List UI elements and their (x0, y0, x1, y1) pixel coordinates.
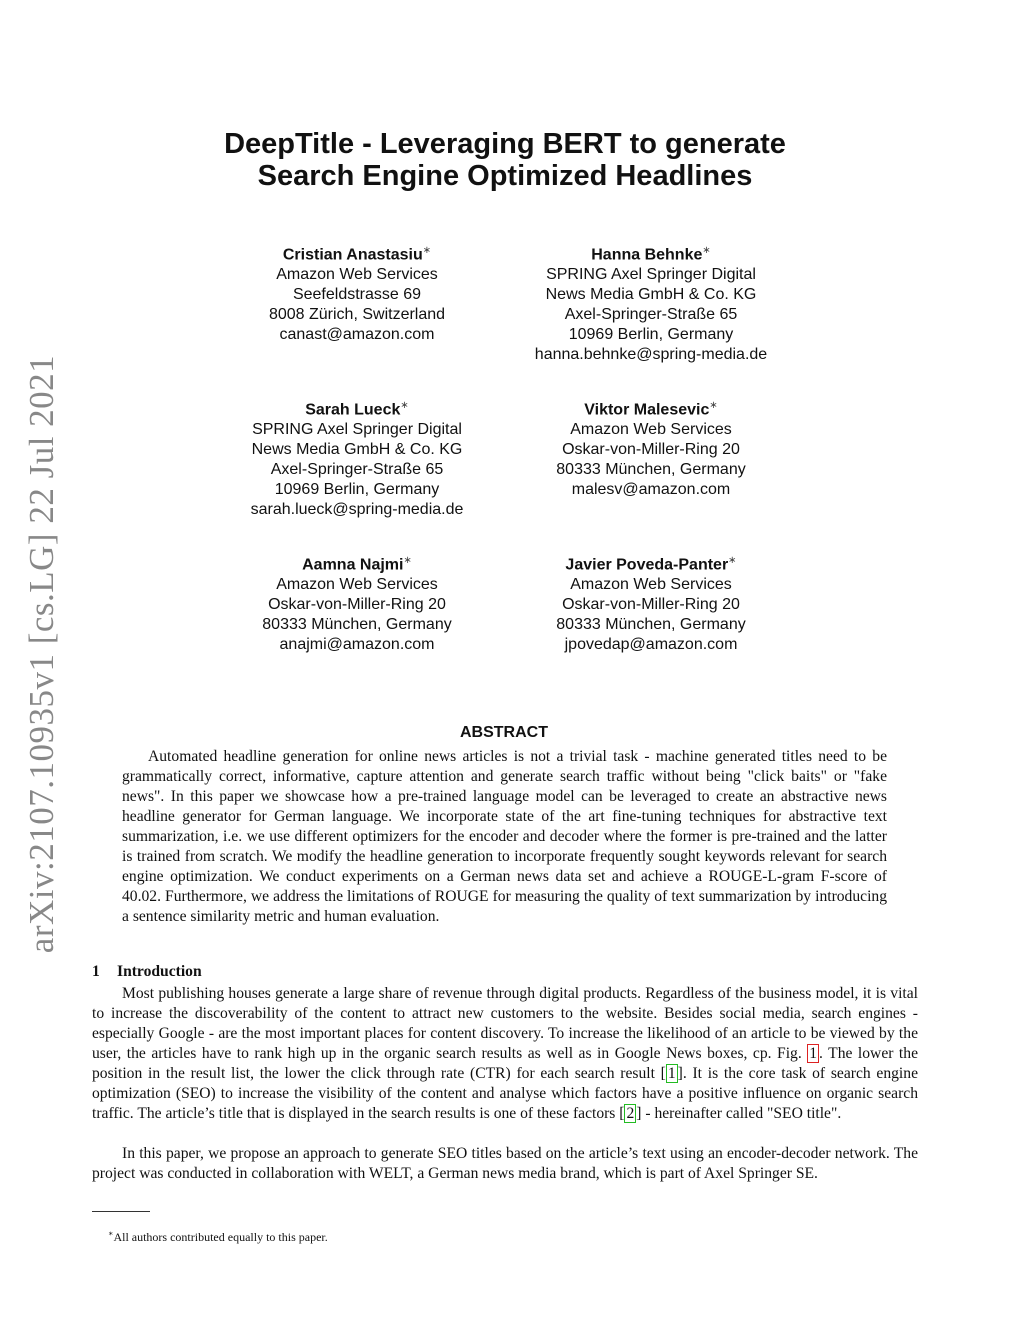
section-heading-introduction (92, 963, 202, 981)
author-affiliation: Amazon Web Services (276, 266, 438, 284)
author-affiliation-2: News Media GmbH & Co. KG (545, 286, 757, 304)
paper-title (150, 128, 860, 192)
footnote-marker: ∗ (709, 400, 718, 411)
author-block-malesevic (511, 396, 791, 500)
author-email: sarah.lueck@spring-media.de (250, 501, 464, 519)
footnote-marker: ∗ (422, 245, 432, 256)
citation-link-1[interactable]: 1 (667, 1065, 676, 1082)
intro-text-c: ]. It is the core task of search engine optimization (SEO) to increase the visibility of the content and analyse which factors have a positive influence on organic search traffic. The article’s title that is displayed in the search results is one of these factors [ (92, 1065, 918, 1122)
figure-reference-link[interactable]: 1 (809, 1045, 818, 1062)
author-address: Oskar-von-Miller-Ring 20 (268, 596, 446, 614)
author-city: 80333 München, Germany (556, 616, 746, 634)
author-email: anajmi@amazon.com (279, 636, 435, 654)
author-block-poveda-panter (511, 551, 791, 655)
author-city: 80333 München, Germany (556, 461, 746, 479)
intro-text-b: . The lower the position in the result list, the lower the click through rate (CTR) for each search result [ (92, 1045, 918, 1082)
citation-link-2[interactable]: 2 (626, 1105, 635, 1122)
author-name: Aamna Najmi (302, 556, 404, 574)
arxiv-identifier: arXiv:2107.10935v1 [cs.LG] 22 Jul 2021 (22, 354, 62, 954)
author-affiliation-2: News Media GmbH & Co. KG (251, 441, 463, 459)
author-affiliation: Amazon Web Services (276, 576, 438, 594)
author-address: Seefeldstrasse 69 (292, 286, 422, 304)
abstract-heading: ABSTRACT (460, 724, 548, 741)
intro-paragraph-2: In this paper, we propose an approach to generate SEO titles based on the article’s text using an encoder-decoder network. The project was conducted in collaboration with WELT, a German news media brand, which is part of Axel Springer SE. (92, 1145, 918, 1182)
footnote-marker: ∗ (728, 555, 737, 566)
footnote-marker: ∗ (108, 1229, 114, 1238)
title-line-1: DeepTitle - Leveraging BERT to generate (224, 128, 786, 160)
footnote-text: All authors contributed equally to this paper. (113, 1230, 328, 1244)
author-affiliation: SPRING Axel Springer Digital (546, 266, 756, 284)
author-city: 80333 München, Germany (262, 616, 452, 634)
author-name: Cristian Anastasiu (282, 246, 423, 264)
author-block-lueck (217, 396, 497, 520)
author-city: 10969 Berlin, Germany (274, 481, 440, 499)
author-email: malesv@amazon.com (571, 481, 731, 499)
author-block-anastasiu (217, 241, 497, 345)
section-number: 1 (92, 963, 100, 980)
footnote-marker: ∗ (400, 400, 409, 411)
intro-text-a: Most publishing houses generate a large share of revenue through digital products. Regardless of the business model, it is vital to increase the discoverability of the content to attract new customers to the website. Besides social media, search engines - especially Google - are the most important places for content discovery. To increase the likelihood of an article to be viewed by the user, the articles have to rank high up in the organic search results as well as in Google News boxes, cp. Fig. (92, 985, 918, 1062)
intro-paragraph-1 (92, 984, 918, 1124)
author-name: Viktor Malesevic (584, 401, 710, 419)
author-name: Hanna Behnke (591, 246, 703, 264)
author-affiliation: SPRING Axel Springer Digital (252, 421, 462, 439)
section-title: Introduction (117, 963, 202, 980)
author-address: Oskar-von-Miller-Ring 20 (562, 596, 740, 614)
author-name: Sarah Lueck (305, 401, 401, 419)
footnote-divider (92, 1211, 150, 1212)
author-block-najmi (217, 551, 497, 655)
intro-text-d: ] - hereinafter called "SEO title". (636, 1105, 842, 1122)
footnote (108, 1229, 328, 1245)
author-address: Axel-Springer-Straße 65 (270, 461, 444, 479)
arxiv-identifier-sidebar (20, 354, 64, 954)
author-address: Oskar-von-Miller-Ring 20 (562, 441, 740, 459)
author-name: Javier Poveda-Panter (565, 556, 729, 574)
author-email: jpovedap@amazon.com (564, 636, 738, 654)
author-email: canast@amazon.com (279, 326, 435, 344)
author-email: hanna.behnke@spring-media.de (534, 346, 768, 364)
footnote-marker: ∗ (702, 245, 711, 256)
author-city: 8008 Zürich, Switzerland (268, 306, 446, 324)
author-city: 10969 Berlin, Germany (568, 326, 734, 344)
abstract-text: Automated headline generation for online news articles is not a trivial task - machine generated titles need to be grammatically correct, informative, capture attention and generate search traffic without being "click baits" or "fake news". In this paper we showcase how a pre-trained language model can be leveraged to create an abstractive news headline generator for German language. We incorporate state of the art fine-tuning techniques for abstractive text summarization, i.e. we use different optimizers for the encoder and decoder where the former is pre-trained and the latter is trained from scratch. We modify the headline generation to incorporate frequently sought keywords relevant for search engine optimization. We conduct experiments on a German news data set and achieve a ROUGE-L-gram F-score of 40.02. Furthermore, we address the limitations of ROUGE for measuring the quality of text summarization by introducing a sentence similarity metric and human evaluation. (122, 748, 887, 925)
author-affiliation: Amazon Web Services (570, 576, 732, 594)
footnote-marker: ∗ (403, 555, 412, 566)
author-affiliation: Amazon Web Services (570, 421, 732, 439)
title-line-2: Search Engine Optimized Headlines (257, 160, 753, 192)
author-address: Axel-Springer-Straße 65 (564, 306, 738, 324)
author-block-behnke (511, 241, 791, 365)
